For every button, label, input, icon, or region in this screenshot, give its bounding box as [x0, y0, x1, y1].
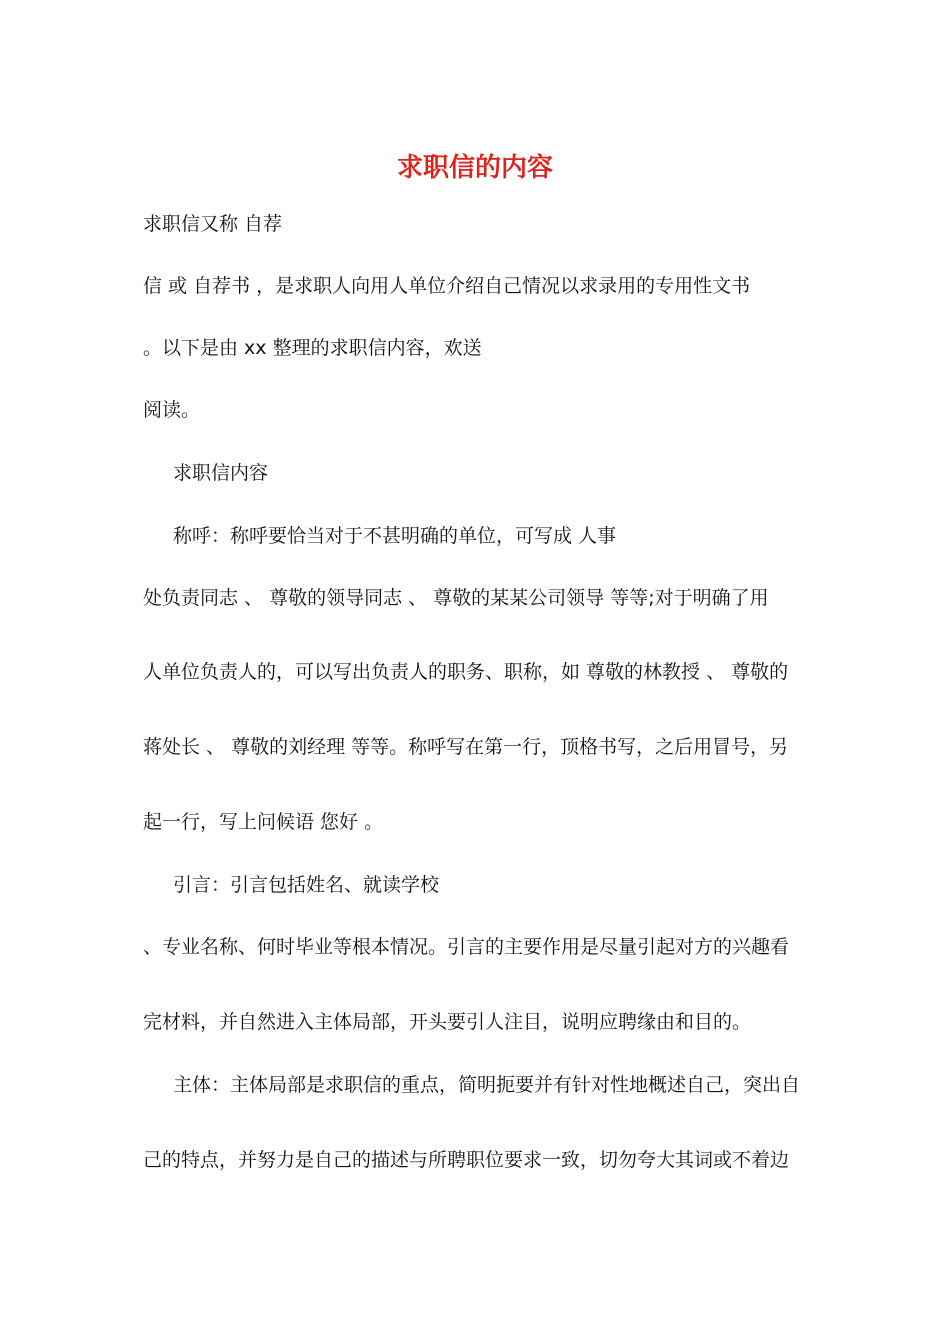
- paragraph-line: 信 或 自荐书 ，是求职人向用人单位介绍自己情况以求录用的专用性文书: [143, 275, 751, 297]
- paragraph-line: 。以下是由 xx 整理的求职信内容，欢送: [143, 337, 482, 359]
- paragraph-line: 阅读。: [143, 399, 201, 421]
- paragraph-line: 蒋处长 、 尊敬的刘经理 等等。称呼写在第一行，顶格书写，之后用冒号，另: [143, 736, 789, 758]
- paragraph-line: 起一行，写上问候语 您好 。: [143, 811, 384, 833]
- paragraph-line: 己的特点，并努力是自己的描述与所聘职位要求一致，切勿夸大其词或不着边: [143, 1149, 790, 1171]
- paragraph-line: 主体：主体局部是求职信的重点，简明扼要并有针对性地概述自己，突出自: [173, 1074, 801, 1096]
- paragraph-line: 处负责同志 、 尊敬的领导同志 、 尊敬的某某公司领导 等等;对于明确了用: [143, 587, 769, 609]
- paragraph-line: 、专业名称、何时毕业等根本情况。引言的主要作用是尽量引起对方的兴趣看: [143, 936, 790, 958]
- paragraph-line: 引言：引言包括姓名、就读学校: [173, 874, 440, 896]
- paragraph-line: 完材料，并自然进入主体局部，开头要引人注目，说明应聘缘由和目的。: [143, 1011, 752, 1033]
- paragraph-line: 称呼：称呼要恰当对于不甚明确的单位，可写成 人事: [173, 525, 617, 547]
- paragraph-line: 求职信又称 自荐: [143, 213, 283, 235]
- document-title: 求职信的内容: [396, 153, 553, 183]
- paragraph-line: 人单位负责人的，可以写出负责人的职务、职称，如 尊敬的林教授 、 尊敬的: [143, 661, 789, 683]
- section-heading: 求职信内容: [173, 462, 269, 484]
